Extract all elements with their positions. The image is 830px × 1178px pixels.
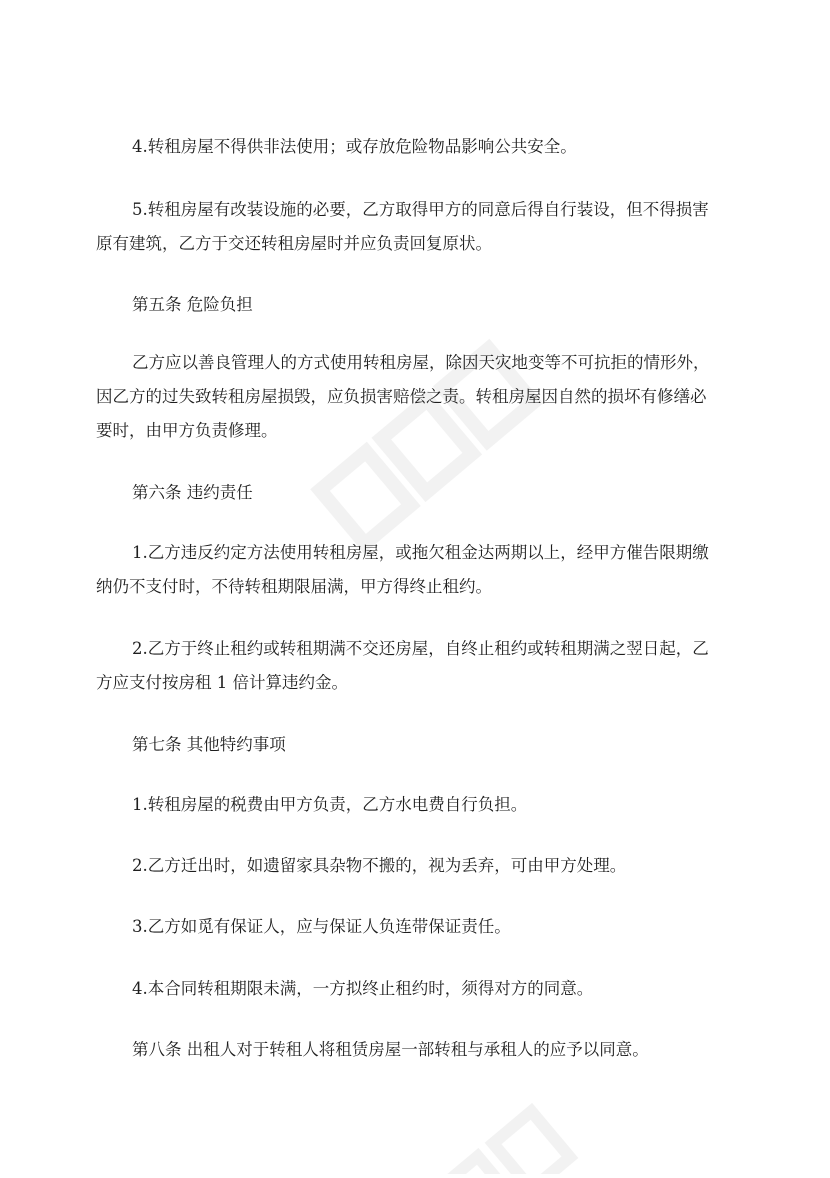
text-line: 第八条 出租人对于转租人将租赁房屋一部转租与承租人的应予以同意。 [132, 1040, 649, 1059]
text-line: 方应支付按房租 1 倍计算违约金。 [96, 673, 348, 692]
text-line: 2.乙方于终止租约或转租期满不交还房屋，自终止租约或转租期满之翌日起，乙 [132, 639, 709, 658]
text-line: 第五条 危险负担 [132, 295, 253, 314]
text-line: 乙方应以善良管理人的方式使用转租房屋，除因天灾地变等不可抗拒的情形外， [132, 353, 710, 372]
paragraph-breach-1 [96, 536, 720, 604]
text-line: 因乙方的过失致转租房屋损毁，应负损害赔偿之责。转租房屋因自然的损坏有修缮必 [96, 387, 707, 406]
text-line: 原有建筑，乙方于交还转租房屋时并应负责回复原状。 [96, 234, 492, 253]
paragraph-item-5 [96, 193, 720, 261]
section-heading-6 [132, 476, 720, 510]
section-heading-7 [132, 728, 720, 762]
text-line: 纳仍不支付时，不待转租期限届满，甲方得终止租约。 [96, 577, 492, 596]
text-line: 1.乙方违反约定方法使用转租房屋，或拖欠租金达两期以上，经甲方催告限期缴 [132, 543, 709, 562]
paragraph-special-3 [132, 910, 720, 944]
text-line: 4.转租房屋不得供非法使用；或存放危险物品影响公共安全。 [132, 137, 577, 156]
section-heading-8 [132, 1033, 720, 1067]
text-line: 第六条 违约责任 [132, 483, 253, 502]
watermark-logo-icon [420, 1060, 620, 1174]
text-line: 5.转租房屋有改装设施的必要，乙方取得甲方的同意后得自行装设，但不得损害 [132, 200, 709, 219]
paragraph-breach-2 [96, 632, 720, 700]
paragraph-special-2 [132, 849, 720, 883]
section-heading-5 [132, 288, 720, 322]
text-line: 3.乙方如觅有保证人，应与保证人负连带保证责任。 [132, 917, 511, 936]
paragraph-special-1 [132, 788, 720, 822]
text-line: 1.转租房屋的税费由甲方负责，乙方水电费自行负担。 [132, 795, 528, 814]
paragraph-risk [96, 346, 720, 448]
text-line: 第七条 其他特约事项 [132, 735, 286, 754]
text-line: 要时，由甲方负责修理。 [96, 421, 278, 440]
text-line: 4.本合同转租期限未满，一方拟终止租约时，须得对方的同意。 [132, 979, 594, 998]
paragraph-special-4 [132, 972, 720, 1006]
watermark-bottom [420, 1060, 620, 1174]
paragraph-item-4 [132, 130, 720, 164]
text-line: 2.乙方迁出时，如遗留家具杂物不搬的，视为丢弃，可由甲方处理。 [132, 856, 627, 875]
